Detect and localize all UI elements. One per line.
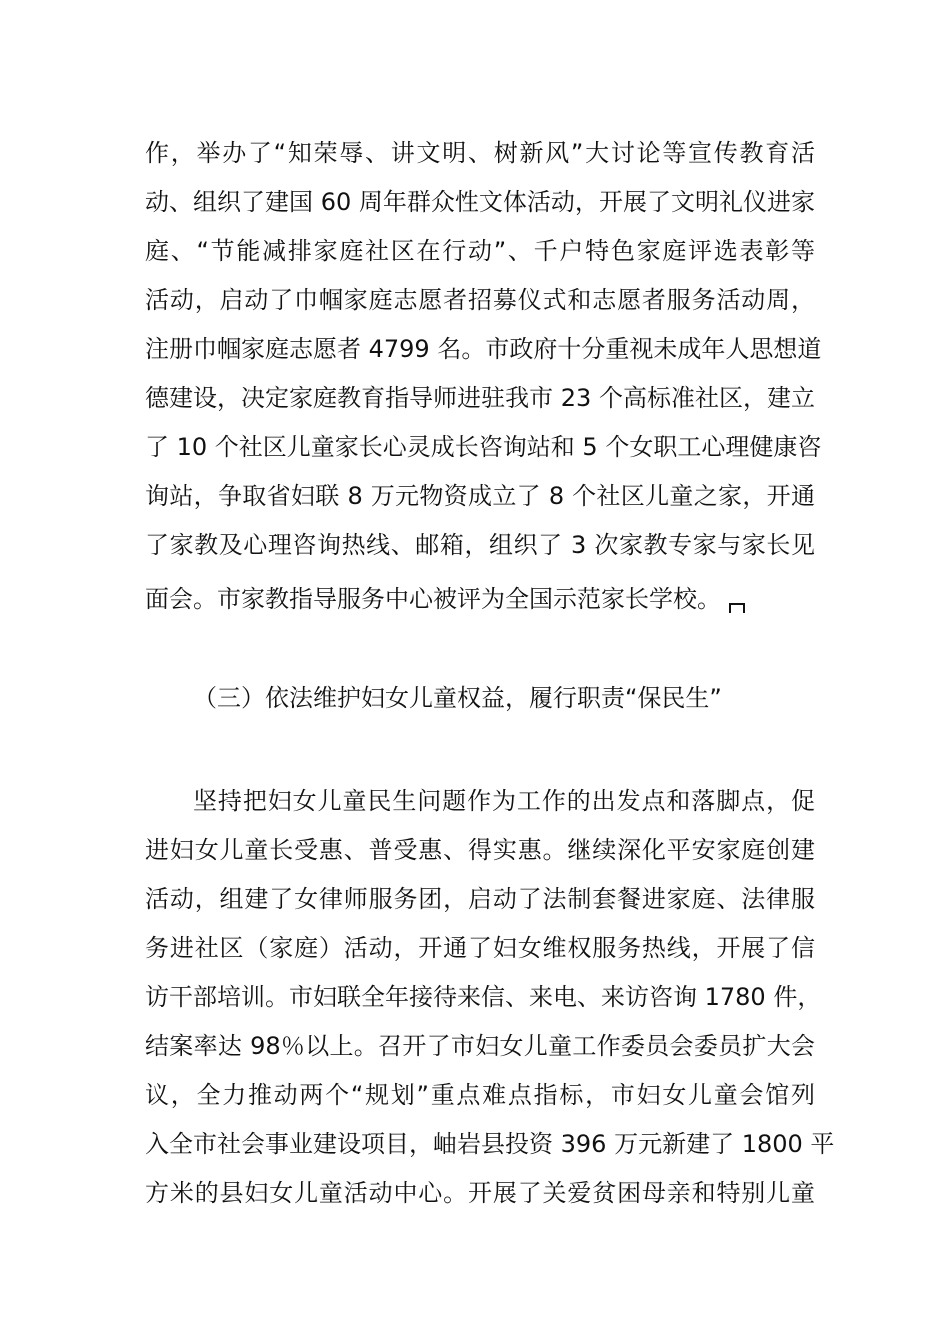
paragraph-line: 询站，争取省妇联 8 万元物资成立了 8 个社区儿童之家，开通 <box>145 482 815 510</box>
line-break-mark-icon <box>729 603 745 613</box>
paragraph-line: 访干部培训。市妇联全年接待来信、来电、来访咨询 1780 件， <box>145 983 822 1011</box>
paragraph-line-text: 面会。市家教指导服务中心被评为全国示范家长学校。 <box>145 585 721 613</box>
paragraph-line: 议，全力推动两个“规划”重点难点指标，市妇女儿童会馆列 <box>145 1081 815 1109</box>
paragraph-line: 进妇女儿童长受惠、普受惠、得实惠。继续深化平安家庭创建 <box>145 836 815 864</box>
paragraph-line: 活动，组建了女律师服务团，启动了法制套餐进家庭、法律服 <box>145 885 815 913</box>
paragraph-line: 了 10 个社区儿童家长心灵成长咨询站和 5 个女职工心理健康咨 <box>145 433 822 461</box>
paragraph-line: 注册巾帼家庭志愿者 4799 名。市政府十分重视未成年人思想道 <box>145 335 822 363</box>
section-heading: （三）依法维护妇女儿童权益，履行职责“保民生” <box>193 684 722 712</box>
paragraph-line: 动、组织了建国 60 周年群众性文体活动，开展了文明礼仪进家 <box>145 188 815 216</box>
paragraph-line: 庭、“节能减排家庭社区在行动”、千户特色家庭评选表彰等 <box>145 237 815 265</box>
paragraph-line: 结案率达 98％以上。召开了市妇女儿童工作委员会委员扩大会 <box>145 1032 815 1060</box>
paragraph-line: 坚持把妇女儿童民生问题作为工作的出发点和落脚点，促 <box>193 787 815 815</box>
paragraph-line: 务进社区（家庭）活动，开通了妇女维权服务热线，开展了信 <box>145 934 815 962</box>
paragraph-line: 德建设，决定家庭教育指导师进驻我市 23 个高标准社区，建立 <box>145 384 815 412</box>
paragraph-line: 入全市社会事业建设项目，岫岩县投资 396 万元新建了 1800 平 <box>145 1130 835 1158</box>
paragraph-line-last <box>145 579 815 619</box>
paragraph-line: 作，举办了“知荣辱、讲文明、树新风”大讨论等宣传教育活 <box>145 139 815 167</box>
paragraph-line: 了家教及心理咨询热线、邮箱，组织了 3 次家教专家与家长见 <box>145 531 815 559</box>
paragraph-line: 活动，启动了巾帼家庭志愿者招募仪式和志愿者服务活动周， <box>145 286 815 314</box>
paragraph-line: 方米的县妇女儿童活动中心。开展了关爱贫困母亲和特别儿童 <box>145 1179 815 1207</box>
